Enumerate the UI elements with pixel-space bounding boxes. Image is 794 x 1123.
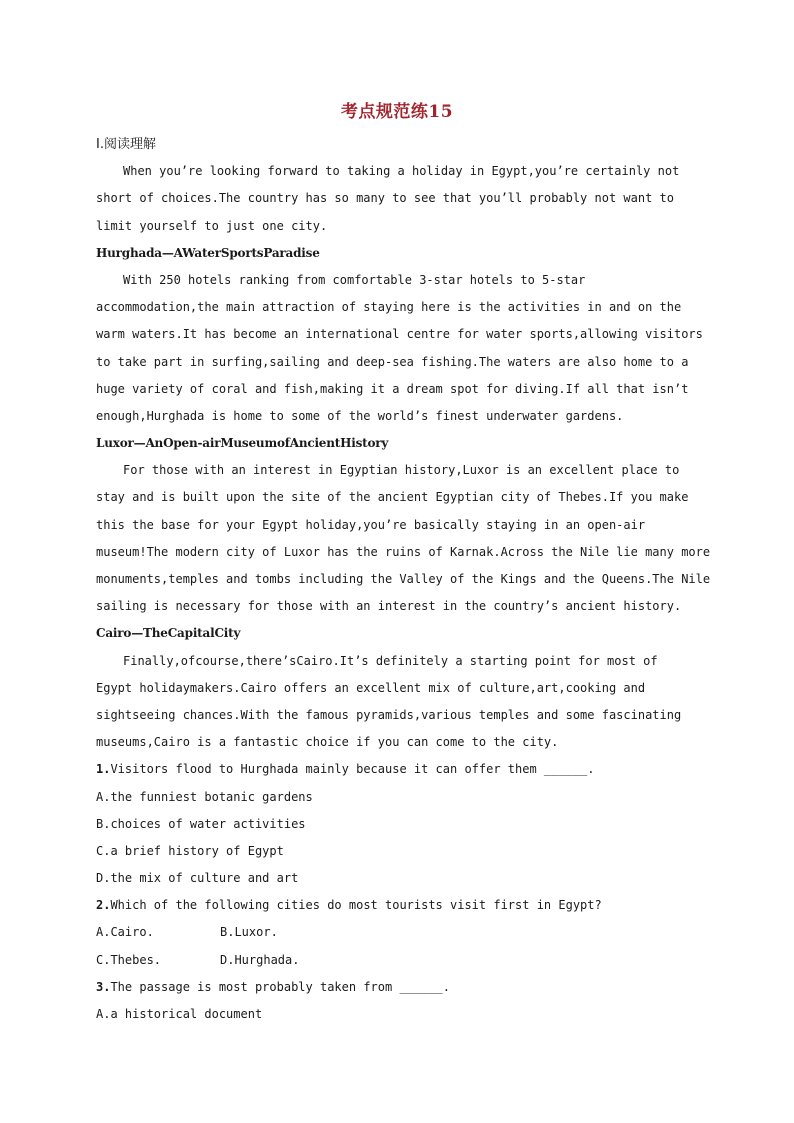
page-title: 考点规范练15 [340,102,454,122]
question-text: The passage is most probably taken from ______. [110,979,451,994]
question-number: 3. [96,979,111,994]
answer-option: D.Hurghada. [220,952,300,967]
text-line: museums,Cairo is a fantastic choice if you can come to the city. [96,735,559,750]
question-2 [96,892,696,919]
section-label: Ⅰ.阅读理解 [96,137,156,152]
text-line: stay and is built upon the site of the ancient Egyptian city of Thebes.If you make [96,490,689,505]
text-line: sightseeing chances.With the famous pyramids,various temples and some fascinating [96,707,682,722]
text-line: enough,Hurghada is home to some of the world’s finest underwater gardens. [96,408,624,423]
answer-option: A.the funniest botanic gardens [96,789,313,804]
answer-option: B.Luxor. [220,925,278,940]
intro-paragraph [96,158,696,240]
text-line: this the base for your Egypt holiday,you’re basically staying in an open-air [96,517,646,532]
document-body [96,131,711,1028]
question-number: 1. [96,762,111,777]
answer-option-row [96,919,696,946]
answer-option: C.a brief history of Egypt [96,843,284,858]
text-line: Finally,ofcourse,there’sCairo.It’s definitely a starting point for most of [123,653,658,668]
answer-option: C.Thebes. [96,952,162,967]
answer-option: A.a historical document [96,1007,263,1021]
section-heading-hurghada: Hurghada—AWaterSportsParadise [96,245,320,260]
question-3 [96,974,696,1001]
text-line: For those with an interest in Egyptian history,Luxor is an excellent place to [123,463,680,478]
luxor-paragraph [96,457,711,620]
answer-option-row [96,947,696,974]
text-line: limit yourself to just one city. [96,218,328,233]
cairo-paragraph [96,648,696,757]
answer-option: D.the mix of culture and art [96,871,299,886]
section-heading-cairo: Cairo—TheCapitalCity [96,626,241,641]
question-text: Which of the following cities do most tourists visit first in Egypt? [110,898,602,913]
question-number: 2. [96,898,111,913]
section-heading-luxor: Luxor—AnOpen-airMuseumofAncientHistory [96,436,389,451]
answer-option: A.Cairo. [96,925,154,940]
text-line: museum!The modern city of Luxor has the ruins of Karnak.Across the Nile lie many more [96,544,711,559]
hurghada-paragraph [96,267,703,430]
text-line: to take part in surfing,sailing and deep-sea fishing.The waters are also home to a [96,354,689,369]
text-line: short of choices.The country has so many to see that you’ll probably not want to [96,191,674,206]
text-line: When you’re looking forward to taking a holiday in Egypt,you’re certainly not [123,164,680,179]
text-line: monuments,temples and tombs including the Valley of the Kings and the Queens.The Nile [96,572,711,586]
question-text: Visitors flood to Hurghada mainly because it can offer them ______. [110,762,595,777]
text-line: accommodation,the main attraction of staying here is the activities in and on the [96,300,682,315]
text-line: sailing is necessary for those with an interest in the country’s ancient history. [96,599,682,614]
answer-option: B.choices of water activities [96,816,306,831]
text-line: With 250 hotels ranking from comfortable 3-star hotels to 5-star [123,272,586,287]
text-line: huge variety of coral and fish,making it a dream spot for diving.If all that isn’t [96,381,689,396]
text-line: warm waters.It has become an international centre for water sports,allowing visitors [96,327,703,342]
question-1 [96,756,696,783]
text-line: Egypt holidaymakers.Cairo offers an excellent mix of culture,art,cooking and [96,680,646,695]
